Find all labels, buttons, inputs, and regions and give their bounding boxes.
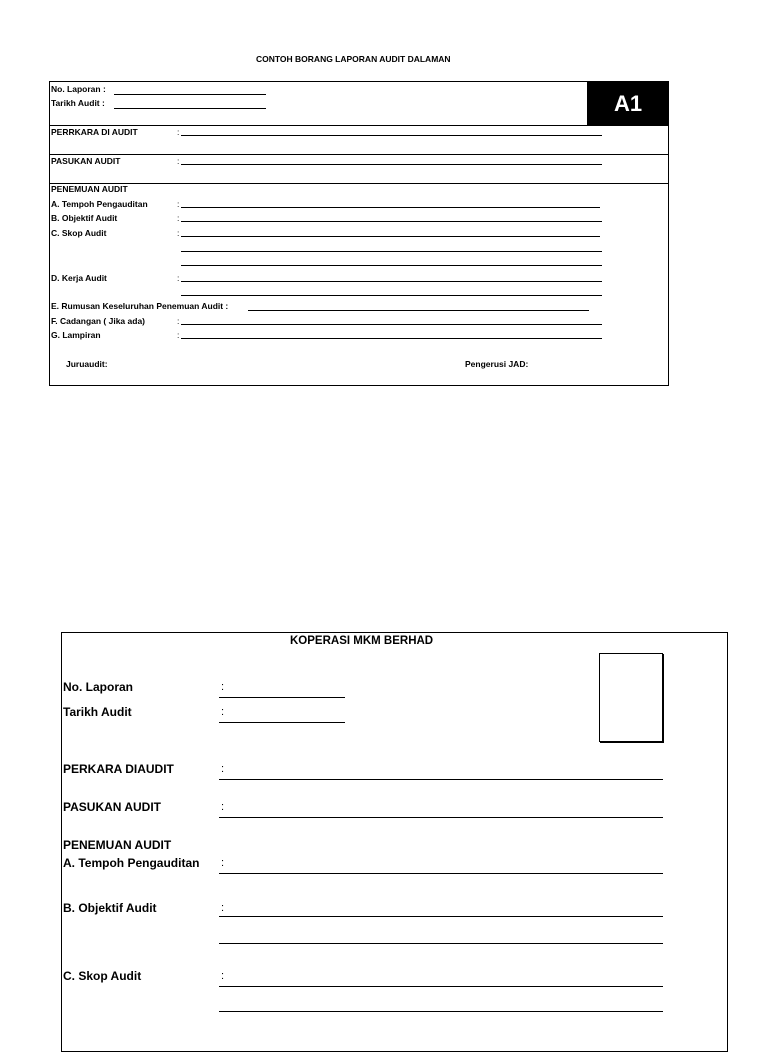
form2-perkara-label: PERKARA DIAUDIT xyxy=(63,762,174,776)
form2-perkara-colon: : xyxy=(221,763,225,775)
form1-item-b-field[interactable] xyxy=(181,221,602,222)
form2-item-b-colon: : xyxy=(221,902,225,914)
form1-tarikh-audit-label: Tarikh Audit : xyxy=(51,98,105,108)
form2-item-b-field[interactable] xyxy=(219,916,663,917)
form2-item-b-field-line[interactable] xyxy=(219,943,663,944)
form2-photo-box xyxy=(599,653,663,742)
form1-divider xyxy=(49,125,669,126)
form1-item-f-field[interactable] xyxy=(181,324,602,325)
form2-tarikh-audit-colon: : xyxy=(221,706,225,718)
form1-divider xyxy=(49,183,669,184)
form1-item-d-field[interactable] xyxy=(181,281,602,282)
form1-item-b-label: B. Objektif Audit xyxy=(51,213,118,223)
form1-penemuan-heading: PENEMUAN AUDIT xyxy=(51,184,128,194)
form2-no-laporan-colon: : xyxy=(221,681,225,693)
form1-perkara-label: PERRKARA DI AUDIT xyxy=(51,127,138,137)
form1-no-laporan-label: No. Laporan : xyxy=(51,84,106,94)
form1-juruaudit-label: Juruaudit: xyxy=(66,359,108,369)
form1-box xyxy=(49,81,669,386)
form1-item-f-label: F. Cadangan ( Jika ada) xyxy=(51,316,145,326)
form1-perkara-colon: : xyxy=(177,127,180,137)
form1-item-d-label: D. Kerja Audit xyxy=(51,273,107,283)
form2-pasukan-field[interactable] xyxy=(219,817,663,818)
form2-item-a-label: A. Tempoh Pengauditan xyxy=(63,856,200,870)
form1-item-g-label: G. Lampiran xyxy=(51,330,101,340)
form1-item-b-colon: : xyxy=(177,213,180,223)
form2-item-c-field[interactable] xyxy=(219,986,663,987)
form1-pengerusi-label: Pengerusi JAD: xyxy=(465,359,529,369)
form1-no-laporan-field[interactable] xyxy=(114,94,266,95)
form1-pasukan-colon: : xyxy=(177,156,180,166)
form2-tarikh-audit-field[interactable] xyxy=(219,722,345,723)
form2-pasukan-colon: : xyxy=(221,801,225,813)
form2-tarikh-audit-label: Tarikh Audit xyxy=(63,705,132,719)
form1-pasukan-field[interactable] xyxy=(181,164,602,165)
form2-item-a-colon: : xyxy=(221,857,225,869)
form1-item-c-field-line[interactable] xyxy=(181,265,602,266)
form1-item-d-field-line[interactable] xyxy=(181,295,602,296)
form1-item-c-colon: : xyxy=(177,228,180,238)
form2-no-laporan-label: No. Laporan xyxy=(63,680,134,694)
form1-item-d-colon: : xyxy=(177,273,180,283)
form1-tarikh-audit-field[interactable] xyxy=(114,108,266,109)
form2-item-a-field[interactable] xyxy=(219,873,663,874)
form1-item-a-colon: : xyxy=(177,199,180,209)
form1-item-e-label: E. Rumusan Keseluruhan Penemuan Audit : xyxy=(51,301,229,311)
form2-item-c-field-line[interactable] xyxy=(219,1011,663,1012)
form1-badge: A1 xyxy=(587,82,669,125)
form1-item-c-field[interactable] xyxy=(181,236,600,237)
form2-no-laporan-field[interactable] xyxy=(219,697,345,698)
form1-item-c-field-line[interactable] xyxy=(181,251,602,252)
form2-item-c-label: C. Skop Audit xyxy=(63,969,142,983)
form1-item-g-colon: : xyxy=(177,330,180,340)
form1-item-f-colon: : xyxy=(177,316,180,326)
form2-item-c-colon: : xyxy=(221,970,225,982)
form1-title: CONTOH BORANG LAPORAN AUDIT DALAMAN xyxy=(256,54,451,64)
form1-item-c-label: C. Skop Audit xyxy=(51,228,107,238)
form1-item-e-field[interactable] xyxy=(248,310,589,311)
form2-title: KOPERASI MKM BERHAD xyxy=(290,635,434,647)
form1-pasukan-label: PASUKAN AUDIT xyxy=(51,156,121,166)
form2-perkara-field[interactable] xyxy=(219,779,663,780)
form2-pasukan-label: PASUKAN AUDIT xyxy=(63,800,161,814)
form2-item-b-label: B. Objektif Audit xyxy=(63,901,157,915)
form2-penemuan-heading: PENEMUAN AUDIT xyxy=(63,838,172,852)
form1-item-a-label: A. Tempoh Pengauditan xyxy=(51,199,148,209)
form1-item-a-field[interactable] xyxy=(181,207,600,208)
form1-divider xyxy=(49,154,669,155)
form1-item-g-field[interactable] xyxy=(181,338,602,339)
form1-perkara-field[interactable] xyxy=(181,135,602,136)
